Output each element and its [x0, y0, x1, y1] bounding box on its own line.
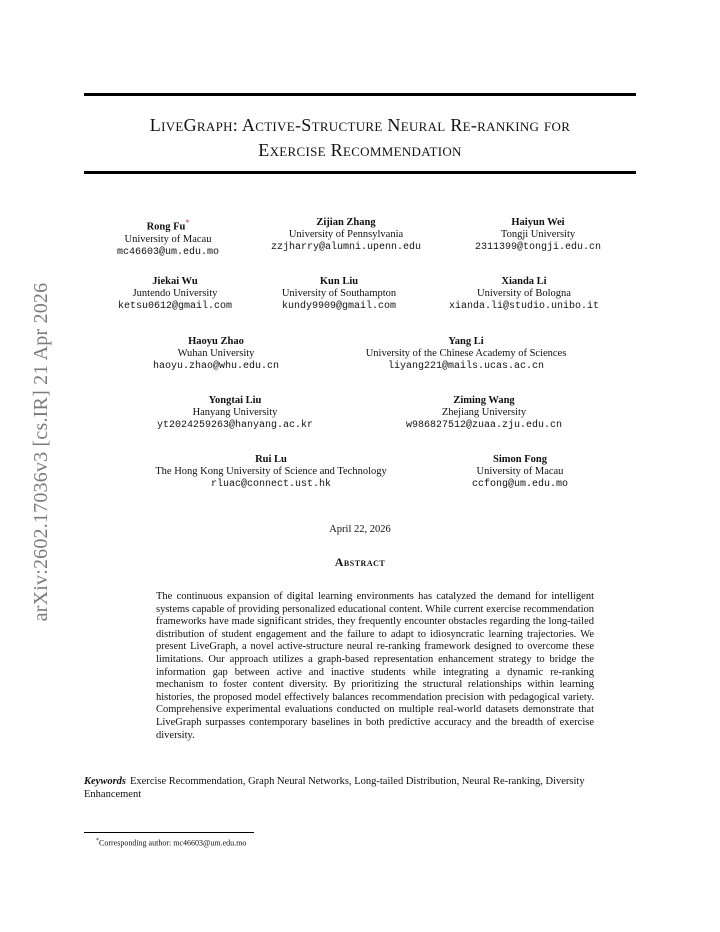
author-affiliation: University of Macau: [124, 233, 212, 245]
author-block: [475, 216, 601, 255]
author-email[interactable]: w986827512@zuaa.zju.edu.cn: [405, 420, 563, 431]
author-block: [282, 275, 396, 314]
author-name: Ziming Wang: [453, 395, 515, 406]
author-block: [155, 453, 386, 492]
footnote: [96, 838, 246, 848]
author-name: Yang Li: [448, 336, 484, 347]
title-top-rule: [84, 93, 636, 96]
abstract-heading: Abstract: [334, 555, 386, 569]
author-email[interactable]: 2311399@tongji.edu.cn: [474, 242, 602, 253]
author-block: [157, 394, 313, 433]
author-name: Yongtai Liu: [208, 395, 262, 406]
title-line-2: Exercise Recommendation: [258, 140, 462, 160]
author-block: [271, 216, 421, 255]
author-block: [118, 275, 232, 314]
author-affiliation: University of the Chinese Academy of Sciences: [365, 348, 567, 359]
author-email[interactable]: kundy9909@gmail.com: [281, 301, 397, 312]
author-email[interactable]: mc46603@um.edu.mo: [116, 246, 220, 258]
author-affiliation: University of Southampton: [281, 288, 397, 299]
author-name: Kun Liu: [319, 276, 359, 287]
author-affiliation: University of Pennsylvania: [288, 229, 404, 240]
keywords-text: Exercise Recommendation, Graph Neural Networks, Long-tailed Distribution, Neural Re-ranking, Diversity Enhancement: [84, 776, 585, 800]
author-name: Jiekai Wu: [152, 276, 198, 287]
abstract-text: The continuous expansion of digital learning environments has catalyzed the demand for intelligent systems capable of providing personalized educational content. While current exercise recommendation frameworks have made significant strides, they frequently encounter obstacles regarding the long-tailed distribution of student engagement and the failure to adapt to idiosyncratic learning trajectories. We present LiveGraph, a novel active-structure neural re-ranking framework designed to overcome these limitations. Our approach utilizes a graph-based representation enhancement strategy to bridge the information gap between active and inactive students while integrating a dynamic re-ranking mechanism to foster content diversity. By prioritizing the structural relationships within learning histories, the proposed model effectively balances recommendation precision with pedagogical variety. Comprehensive experimental evaluations conducted on multiple real-world datasets demonstrate that LiveGraph surpasses contemporary baselines in both predictive accuracy and the breadth of exercise diversity.: [156, 591, 594, 741]
author-block: [153, 335, 279, 374]
author-affiliation: Hanyang University: [192, 407, 278, 418]
author-block: [406, 394, 562, 433]
author-email[interactable]: ketsu0612@gmail.com: [117, 301, 233, 312]
author-name: Haoyu Zhao: [188, 336, 244, 347]
author-name: Xianda Li: [501, 276, 547, 287]
author-email[interactable]: yt2024259263@hanyang.ac.kr: [156, 420, 314, 431]
author-email[interactable]: xianda.li@studio.unibo.it: [448, 301, 600, 312]
author-email[interactable]: rluac@connect.ust.hk: [210, 479, 332, 490]
title-line-1: LiveGraph: Active-Structure Neural Re-ranking for: [149, 115, 571, 135]
author-name: Rong Fu*: [146, 218, 190, 233]
footnote-text: Corresponding author: mc46603@um.edu.mo: [99, 838, 247, 848]
author-affiliation: Wuhan University: [177, 348, 255, 359]
author-name: Rui Lu: [255, 454, 287, 465]
author-affiliation: University of Macau: [476, 466, 564, 477]
publication-date: April 22, 2026: [329, 524, 391, 535]
author-name: Zijian Zhang: [316, 217, 376, 228]
author-block: [117, 216, 219, 260]
author-block: [472, 453, 568, 492]
paper-title: [84, 113, 636, 163]
author-name: Simon Fong: [493, 454, 547, 465]
footnote-mark: *: [96, 838, 99, 844]
keywords-label: Keywords: [84, 776, 126, 787]
author-affiliation: Tongji University: [500, 229, 576, 240]
corresponding-mark: *: [185, 218, 190, 227]
author-email[interactable]: zzjharry@alumni.upenn.edu: [270, 242, 422, 253]
author-affiliation: The Hong Kong University of Science and Technology: [155, 466, 387, 477]
title-bottom-rule: [84, 171, 636, 174]
author-affiliation: University of Bologna: [477, 288, 571, 299]
arxiv-identifier: arXiv:2602.17036v3 [cs.IR] 21 Apr 2026: [30, 282, 52, 622]
author-email[interactable]: ccfong@um.edu.mo: [471, 479, 569, 490]
author-block: [449, 275, 599, 314]
author-block: [366, 335, 567, 374]
author-email[interactable]: haoyu.zhao@whu.edu.cn: [152, 361, 280, 372]
keywords-section: [84, 776, 636, 801]
author-email[interactable]: liyang221@mails.ucas.ac.cn: [387, 361, 545, 372]
author-name: Haiyun Wei: [511, 217, 565, 228]
footnote-rule: [84, 832, 254, 833]
author-affiliation: Zhejiang University: [441, 407, 527, 418]
author-affiliation: Juntendo University: [132, 288, 218, 299]
